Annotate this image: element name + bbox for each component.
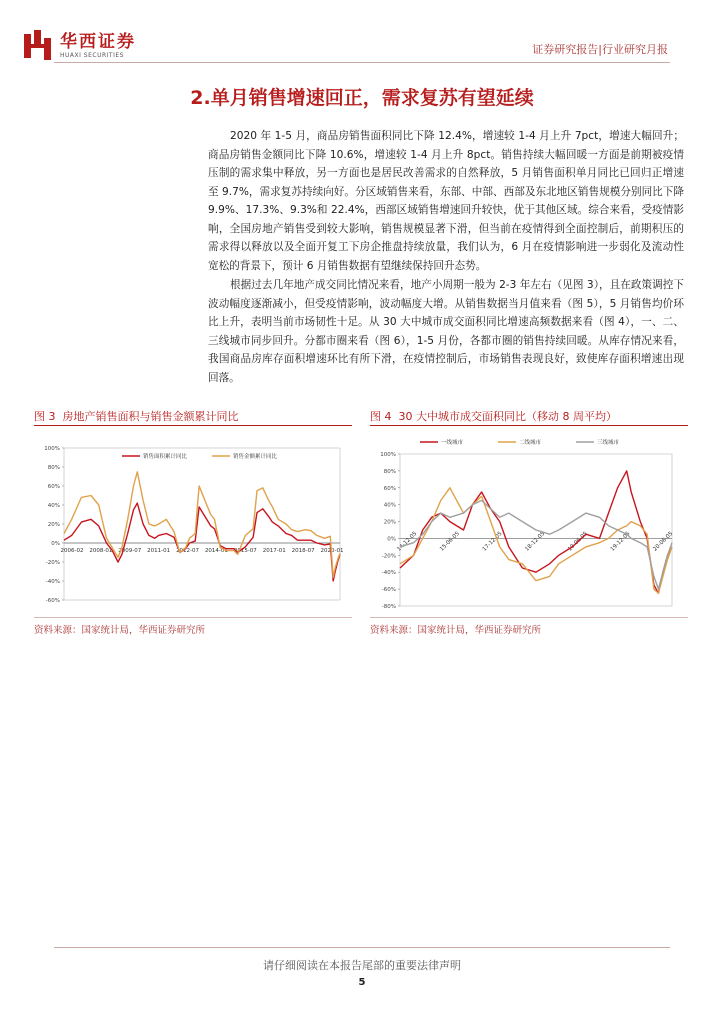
paragraph-1-text: 2020 年 1-5 月，商品房销售面积同比下降 12.4%，增速较 1-4 月上升 7pct，增速大幅回升；商品房销售金额同比下降 10.6%，增速较 1-4 月上升 8pct。销售持续大幅回暖一方面是前期被疫情压制的需求集中释放，另一方面也是居民改善需求的自然释放，5 月销售面积单月同比已回归正增速至 9.7%，需求复苏持续向好。分区域销售来看，东部、中部、西部及东北地区销售规模分别同比下降 9.9%、17.3%、9.3%和 22.4%，西部区域销售增速回升较快，优于其他区域。综合来看，受疫情影响，全国房地产销售受到较大影响，销售规模显著下滑，但当前在疫情得到全面控制后，前期积压的需求得以释放以及全面开复工下房企推盘持续放量，我们认为，6 月在疫情影响进一步弱化及流动性宽松的背景下，预计 6 月销售数据有望继续保持回升态势。	[208, 130, 684, 272]
y-tick-label: -20%	[381, 553, 396, 560]
company-name: 华西证券	[60, 31, 136, 52]
x-tick-label: 19-06-05	[567, 530, 589, 553]
y-tick-label: -40%	[45, 579, 60, 585]
x-tick-label: 2011-01	[147, 548, 171, 554]
y-tick-label: 100%	[380, 452, 396, 458]
y-tick-label: 20%	[47, 522, 60, 528]
figure-3-source: 资料来源：国家统计局，华西证券研究所	[34, 625, 206, 636]
y-tick-label: 60%	[383, 485, 396, 492]
x-tick-label: 2017-01	[262, 548, 286, 554]
x-tick-label: 17-12-05	[481, 530, 504, 553]
figure-4-caption: 30 大中城市成交面积同比（移动 8 周平均）	[398, 410, 617, 423]
series-line	[64, 503, 340, 581]
paragraph-2	[208, 276, 684, 387]
section-title: 2.单月销售增速回正，需求复苏有望延续	[190, 87, 534, 109]
legend-label: 二线城市	[519, 440, 542, 446]
page-number: 5	[358, 977, 366, 988]
x-tick-label: 2020-01	[320, 548, 344, 554]
x-tick-label: 19-12-05	[609, 530, 632, 553]
figure-4-label: 图 4	[370, 410, 392, 423]
y-tick-label: 40%	[47, 503, 60, 509]
y-tick-label: 60%	[47, 484, 60, 490]
x-tick-label: 2014-01	[204, 548, 228, 554]
y-tick-label: 0%	[387, 536, 396, 543]
legend-label: 三线城市	[597, 440, 620, 446]
legend-label: 销售面积累计同比	[143, 454, 188, 460]
figure-3-title	[34, 408, 239, 424]
y-tick-label: -60%	[381, 587, 396, 594]
y-tick-label: -40%	[381, 570, 396, 577]
company-sub: HUAXI SECURITIES	[60, 51, 124, 59]
figure-3-top-rule	[34, 425, 352, 426]
x-tick-label: 2018-07	[291, 548, 315, 554]
company-logo	[20, 28, 136, 62]
y-tick-label: -60%	[45, 598, 60, 604]
y-tick-label: -20%	[45, 560, 60, 566]
series-line	[400, 471, 675, 593]
footer-disclaimer: 请仔细阅读在本报告尾部的重要法律声明	[263, 959, 461, 972]
huaxi-logo-icon	[20, 28, 54, 62]
figure-4-top-rule	[370, 425, 688, 426]
y-tick-label: 100%	[44, 446, 60, 452]
figure-3-label: 图 3	[34, 410, 56, 423]
y-tick-label: -80%	[381, 604, 396, 610]
x-tick-label: 20-06-05	[652, 530, 675, 553]
x-tick-label: 2012-07	[176, 548, 200, 554]
y-tick-label: 0%	[51, 541, 60, 547]
report-type: 证券研究报告|行业研究月报	[532, 43, 668, 56]
legend-label: 销售金额累计同比	[233, 454, 278, 460]
y-tick-label: 40%	[383, 502, 396, 509]
y-tick-label: 80%	[383, 468, 396, 475]
figure-4-source: 资料来源：国家统计局，华西证券研究所	[370, 625, 542, 636]
chart-3	[34, 432, 352, 612]
x-tick-label: 2006-02	[60, 548, 84, 554]
x-tick-label: 18-12-05	[524, 530, 547, 553]
paragraph-2-text: 根据过去几年地产成交同比情况来看，地产小周期一般为 2-3 年左右（见图 3），且在政策调控下波动幅度逐渐减小，但受疫情影响，波动幅度大增。从销售数据当月值来看（图 5），5 月销售均价环比上升，表明当前市场韧性十足。从 30 大中城市成交面积同比增速高频数据来看（图 4），一、二、三线城市同步回升。分都市圈来看（图 6），1-5 月份，各都市圈的销售持续回暖。从库存情况来看，我国商品房库存面积增速环比有所下滑，在疫情控制后，市场销售表现良好，致使库存面积增速出现回落。	[208, 279, 684, 384]
plot-frame	[64, 448, 340, 600]
figure-3-bottom-rule	[34, 617, 352, 618]
header-divider	[54, 62, 670, 63]
figure-4-bottom-rule	[370, 617, 688, 618]
chart-4	[370, 432, 688, 612]
figure-3-caption: 房地产销售面积与销售金额累计同比	[62, 410, 239, 423]
footer-divider	[54, 947, 670, 948]
figure-4-title	[370, 408, 617, 424]
y-tick-label: 80%	[47, 465, 60, 471]
x-tick-label: 2008-01	[89, 548, 113, 554]
x-tick-label: 14-12-05	[396, 530, 419, 553]
y-tick-label: 20%	[383, 519, 396, 526]
legend-label: 一线城市	[441, 440, 464, 446]
series-line	[64, 472, 340, 577]
x-tick-label: 2009-07	[118, 548, 142, 554]
x-tick-label: 15-06-05	[439, 530, 461, 553]
x-tick-label: 2015-07	[233, 548, 257, 554]
paragraph-1	[208, 127, 684, 275]
